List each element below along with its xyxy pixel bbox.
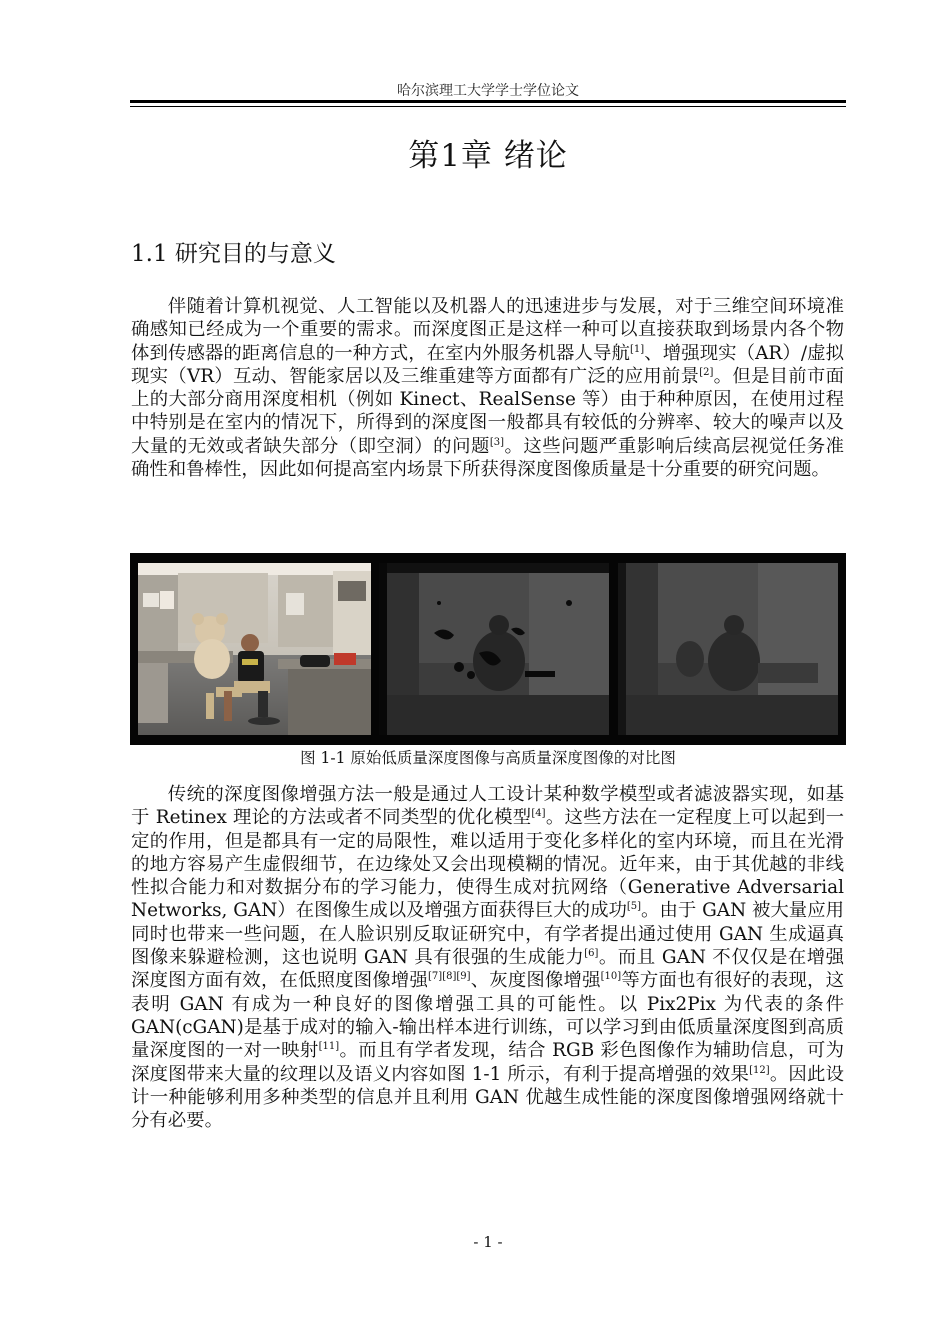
page-number: - 1 - (473, 1233, 503, 1251)
paragraph-text: 。而且有学者发现，结合 RGB 彩色图像作为辅助信息，可为深度图带来大量的纹理以及语义内容如图 1-1 所示，有利于提高增强的效果 (131, 1040, 844, 1085)
low-quality-depth-panel (379, 563, 609, 735)
rgb-office-image (138, 563, 371, 735)
citation[interactable]: [2] (699, 366, 714, 378)
paragraph-text: 、灰度图像增强 (470, 970, 601, 992)
high-quality-depth-panel (618, 563, 838, 735)
paragraph-text: 。因此设计一种能够利用多种类型的信息并且利用 GAN 优越生成性能的深度图像增强网络就十分有必要。 (131, 1063, 844, 1132)
rgb-image-panel (138, 563, 371, 735)
chapter-title: 第1章 绪论 (408, 138, 568, 174)
high-quality-depth-image (618, 563, 838, 735)
paragraph-2 (131, 783, 844, 1132)
citation[interactable]: [3] (489, 436, 505, 448)
citation[interactable]: [1] (629, 343, 645, 355)
citation[interactable]: [4] (531, 808, 546, 820)
running-header: 哈尔滨理工大学学士学位论文 (397, 83, 579, 99)
paragraph-text: 。但是目前市面上的大部分商用深度相机（例如 Kinect、RealSense 等）由于种种原因，在使用过程中特别是在室内的情况下，所得到的深度图一般都具有较低的分辨率、较大的噪声以及大量的无效或者缺失部分（即空洞）的问题 (131, 365, 844, 457)
paragraph-text: 。这些方法在一定程度上可以起到一定的作用，但是都具有一定的局限性，难以适用于变化多样化的室内环境，而且在光滑的地方容易产生虚假细节，在边缘处又会出现模糊的情况。近年来，由于其优越的非线性拟合能力和对数据分布的学习能力，使得生成对抗网络（Generative Adversarial Networks, GAN）在图像生成以及增强方面获得巨大的成功 (131, 807, 844, 922)
citation[interactable]: [10] (600, 971, 622, 983)
section-heading: 1.1 研究目的与意义 (131, 241, 336, 267)
header-rule-thick (130, 100, 846, 103)
paragraph-text: 。由于 GAN 被大量应用同时也带来一些问题，在人脸识别反取证研究中，有学者提出通过使用 GAN 生成逼真图像来躲避检测，这也说明 GAN 具有很强的生成能力 (131, 900, 844, 969)
citation[interactable]: [12] (749, 1064, 770, 1076)
citation[interactable]: [6] (584, 947, 599, 959)
paragraph-text: 。而且 GAN 不仅仅是在增强深度图方面有效，在低照度图像增强 (131, 947, 844, 992)
paragraph-1 (131, 295, 844, 481)
header-rule-thin (130, 106, 846, 107)
figure-1-1 (130, 553, 846, 745)
figure-caption: 图 1-1 原始低质量深度图像与高质量深度图像的对比图 (300, 749, 676, 767)
paragraph-text: 、增强现实（AR）/虚拟现实（VR）互动、智能家居以及三维重建等方面都有广泛的应用前景 (131, 342, 844, 387)
low-quality-depth-image (379, 563, 609, 735)
citation[interactable]: [11] (318, 1041, 340, 1053)
paragraph-text: 传统的深度图像增强方法一般是通过人工设计某种数学模型或者滤波器实现，如基于 Retinex 理论的方法或者不同类型的优化模型 (131, 784, 844, 829)
citation[interactable]: [7][8][9] (428, 971, 471, 983)
paragraph-text: 伴随着计算机视觉、人工智能以及机器人的迅速进步与发展，对于三维空间环境准确感知已经成为一个重要的需求。而深度图正是这样一种可以直接获取到场景内各个物体到传感器的距离信息的一种方式，在室内外服务机器人导航 (131, 296, 844, 364)
citation[interactable]: [5] (626, 901, 642, 913)
paragraph-text: 。这些问题严重影响后续高层视觉任务准确性和鲁棒性，因此如何提高室内场景下所获得深度图像质量是十分重要的研究问题。 (131, 435, 844, 481)
paragraph-text: 等方面也有很好的表现，这表明 GAN 有成为一种良好的图像增强工具的可能性。以 Pix2Pix 为代表的条件 GAN(cGAN)是基于成对的输入-输出样本进行训练，可以学习到由低质量深度图到高质量深度图的一对一映射 (131, 970, 844, 1062)
